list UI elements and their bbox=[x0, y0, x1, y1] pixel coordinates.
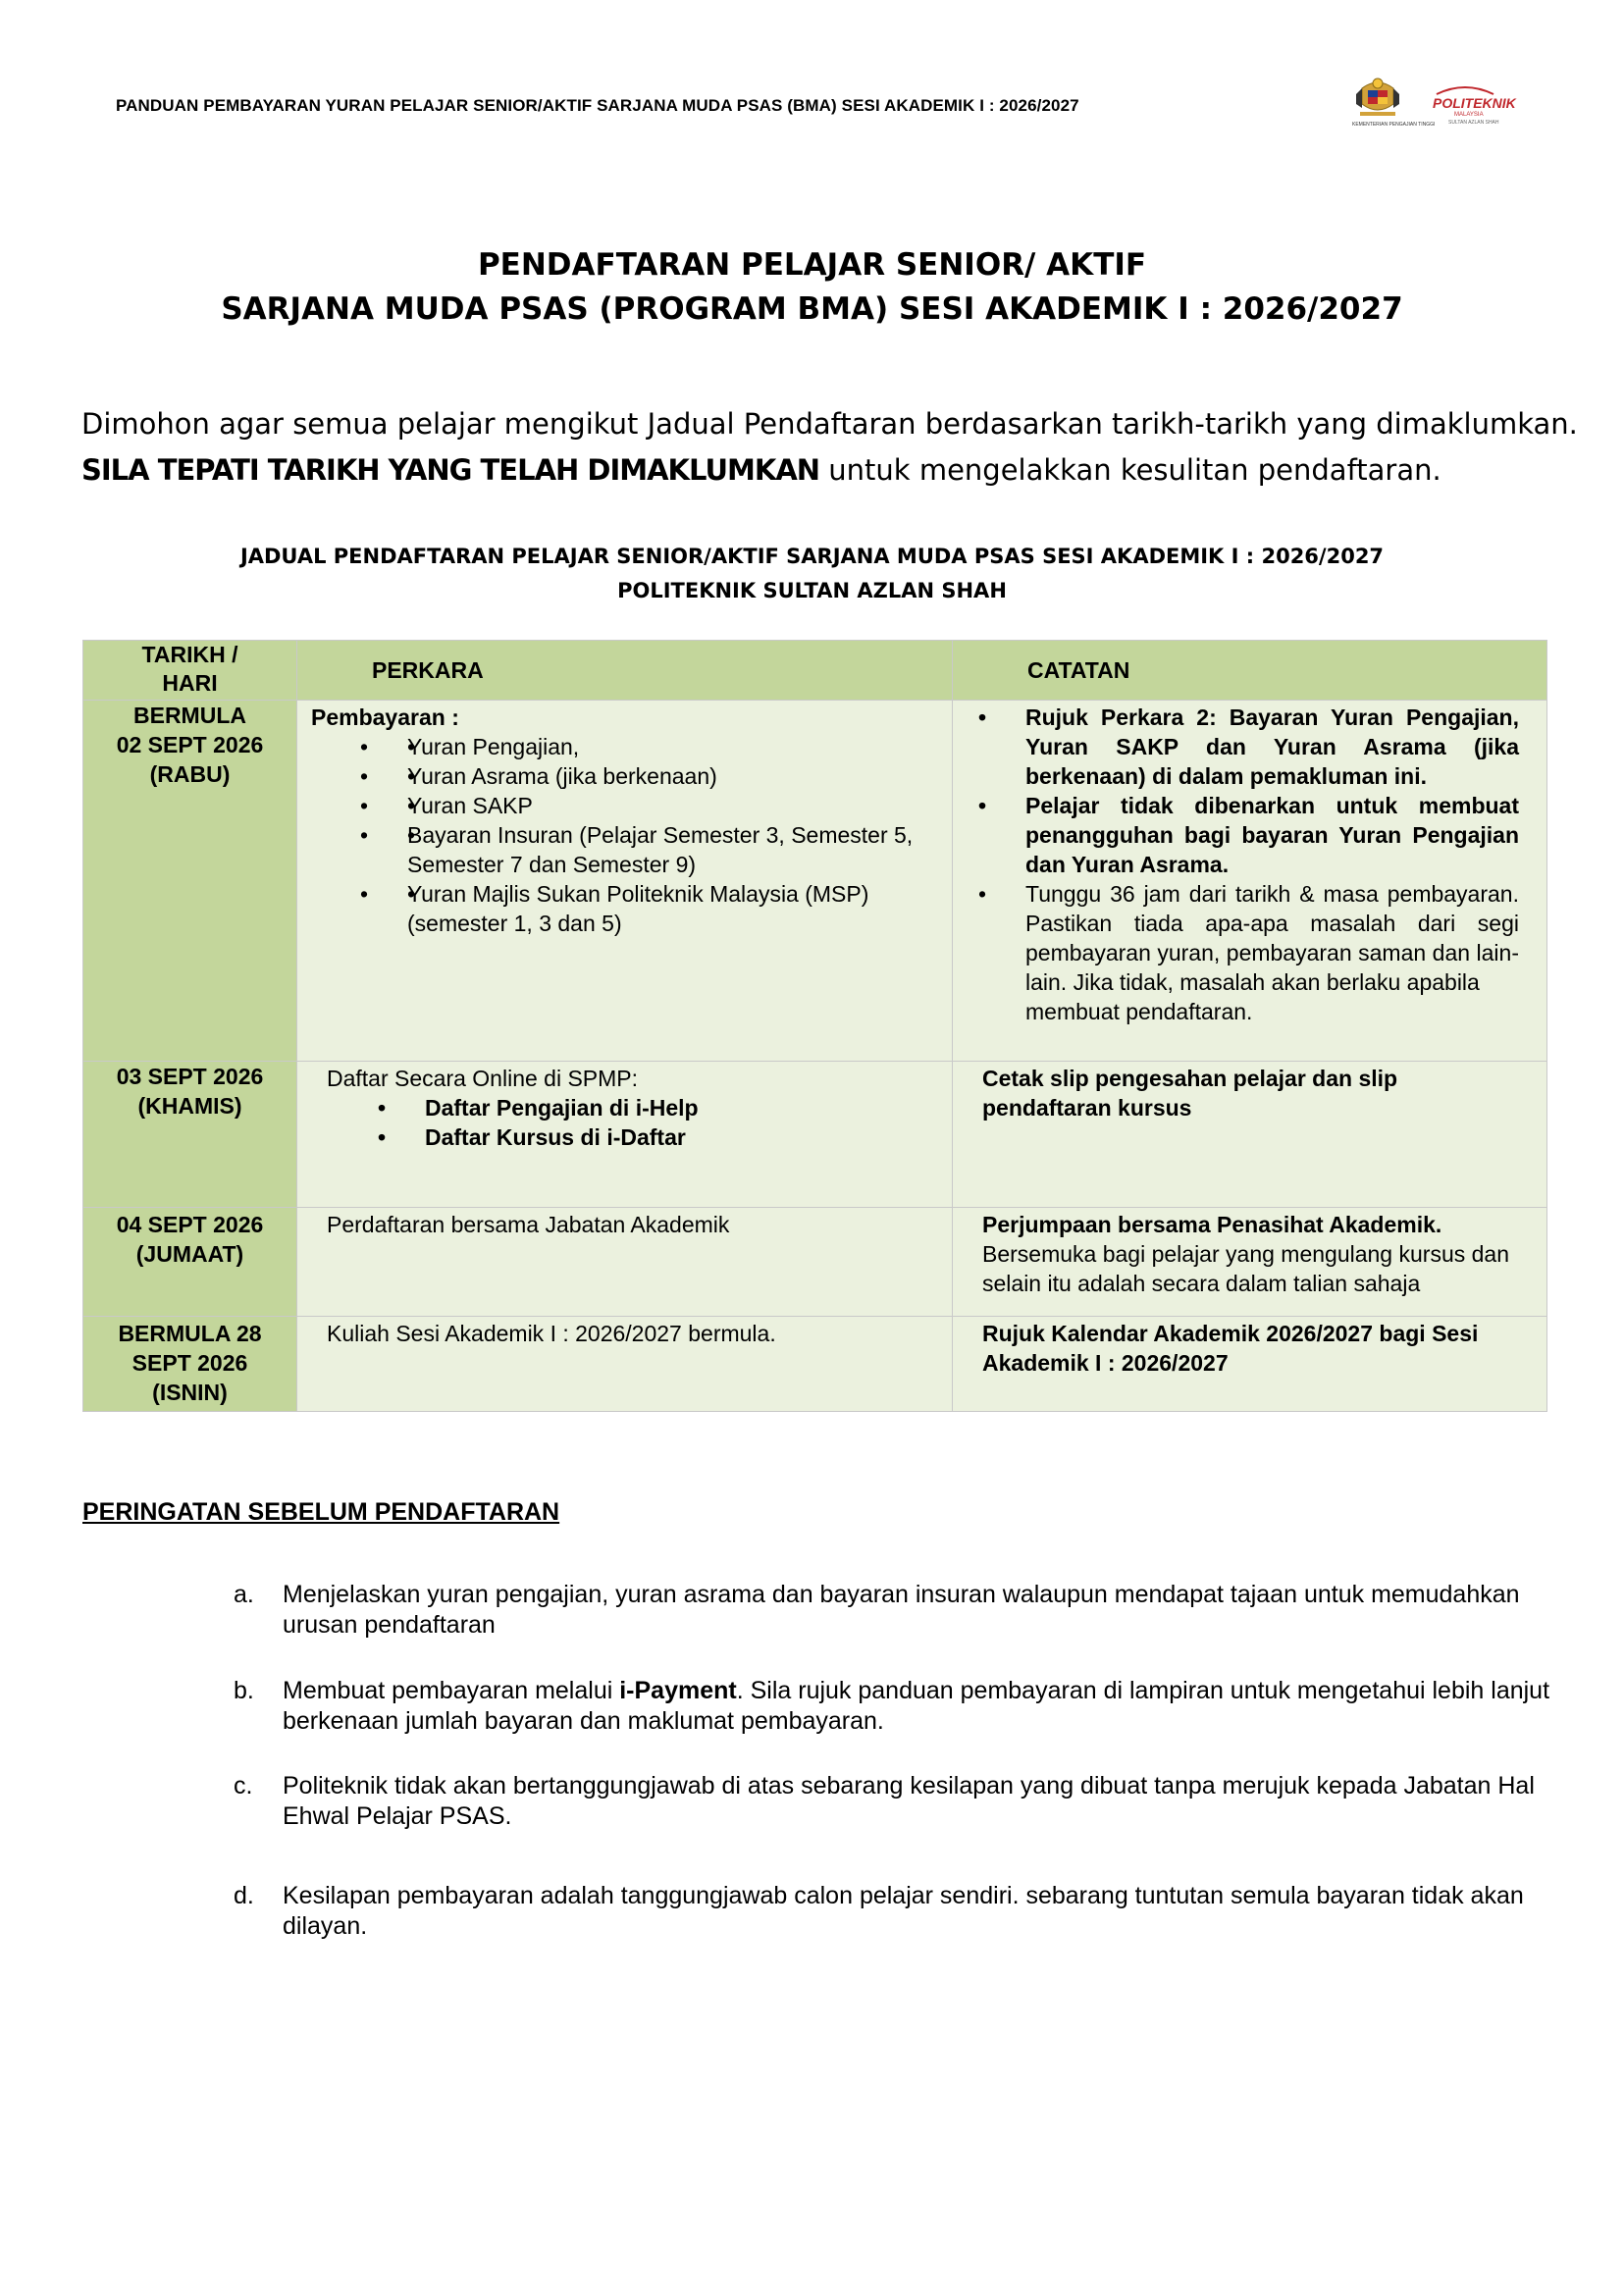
poli-logo-sub: MALAYSIA bbox=[1454, 112, 1484, 118]
list-item: • Daftar Pengajian di i-Help bbox=[378, 1095, 699, 1121]
intro-line1: Dimohon agar semua pelajar mengikut Jadual Pendaftaran berdasarkan tarikh-tarikh yang dimaklumkan. bbox=[81, 407, 1578, 441]
header-logos bbox=[1352, 75, 1548, 143]
intro-emphasis: SILA TEPATI TARIKH YANG TELAH DIMAKLUMKAN bbox=[81, 453, 820, 487]
intro-line2 bbox=[81, 453, 1441, 487]
list-item: • Pelajar tidak dibenarkan untuk membuat penangguhan bagi bayaran Yuran Pengajian dan Yuran Asrama. bbox=[978, 793, 1519, 877]
page-title-line2: SARJANA MUDA PSAS (PROGRAM BMA) SESI AKADEMIK I : 2026/2027 bbox=[221, 291, 1403, 327]
row4-catatan: Rujuk Kalendar Akademik 2026/2027 bagi Sesi Akademik I : 2026/2027 bbox=[953, 1317, 1547, 1412]
page-title-line1: PENDAFTARAN PELAJAR SENIOR/ AKTIF bbox=[477, 247, 1147, 283]
row2-catatan: Cetak slip pengesahan pelajar dan slip pendaftaran kursus bbox=[953, 1062, 1547, 1208]
poli-logo-caption: SULTAN AZLAN SHAH bbox=[1448, 120, 1499, 126]
row1-perkara: Pembayaran : • • Yuran Pengajian, • • Yuran Asrama (jika berkenaan) • • Yuran SAKP • • Bayaran Insuran (Pelajar Semester 3, Semester 5, Semester 7 dan Semester 9) • • Yuran Majlis Sukan Politeknik Malaysia (MSP) (semester 1, 3 dan 5) bbox=[297, 701, 953, 1062]
schedule-table bbox=[82, 640, 1547, 1412]
list-item: • • Yuran Pengajian, bbox=[311, 732, 942, 761]
row4-date: BERMULA 28 SEPT 2026 (ISNIN) bbox=[83, 1317, 297, 1412]
row1-catatan bbox=[953, 701, 1547, 1062]
list-item: • • Yuran Asrama (jika berkenaan) bbox=[311, 761, 942, 791]
list-item-continued: membuat pendaftaran. bbox=[1025, 999, 1253, 1024]
row3-perkara: Perdaftaran bersama Jabatan Akademik bbox=[297, 1208, 953, 1317]
row1-date: BERMULA 02 SEPT 2026 (RABU) bbox=[83, 701, 297, 1062]
ministry-crest-icon bbox=[1352, 75, 1548, 143]
list-item: • • Bayaran Insuran (Pelajar Semester 3, Semester 5, Semester 7 dan Semester 9) bbox=[311, 820, 942, 879]
ministry-caption: KEMENTERIAN PENGAJIAN TINGGI bbox=[1352, 122, 1436, 128]
reminder-item-d: d. Kesilapan pembayaran adalah tanggungjawab calon pelajar sendiri. sebarang tuntutan semula bayaran tidak akan dilayan. bbox=[234, 1882, 1524, 1940]
list-item: • • Yuran SAKP bbox=[311, 791, 942, 820]
header-perkara: PERKARA bbox=[297, 641, 953, 701]
row2-perkara: Daftar Secara Online di SPMP: • Daftar Pengajian di i-Help • Daftar Kursus di i-Daftar bbox=[297, 1062, 953, 1208]
table-row bbox=[83, 1062, 1547, 1208]
list-item: • Rujuk Perkara 2: Bayaran Yuran Pengajian, Yuran SAKP dan Yuran Asrama (jika berkenaan) di dalam pemakluman ini. bbox=[978, 704, 1519, 789]
running-header: PANDUAN PEMBAYARAN YURAN PELAJAR SENIOR/AKTIF SARJANA MUDA PSAS (BMA) SESI AKADEMIK I : 2026/2027 bbox=[116, 96, 1079, 115]
header-catatan: CATATAN bbox=[953, 641, 1547, 701]
reminder-item-c: c. Politeknik tidak akan bertanggungjawab di atas sebarang kesilapan yang dibuat tanpa merujuk kepada Jabatan Hal Ehwal Pelajar PSAS. bbox=[234, 1772, 1535, 1830]
schedule-title-line2: POLITEKNIK SULTAN AZLAN SHAH bbox=[617, 579, 1007, 602]
table-row bbox=[83, 1317, 1547, 1412]
poli-logo-text: POLITEKNIK bbox=[1433, 95, 1516, 111]
intro-line2-rest: untuk mengelakkan kesulitan pendaftaran. bbox=[819, 453, 1441, 487]
list-item: • • Yuran Majlis Sukan Politeknik Malaysia (MSP) (semester 1, 3 dan 5) bbox=[311, 879, 942, 938]
row1-perkara-list bbox=[311, 732, 942, 938]
table-header-row bbox=[83, 641, 1547, 701]
row4-perkara: Kuliah Sesi Akademik I : 2026/2027 bermula. bbox=[297, 1317, 953, 1412]
list-item: • Daftar Kursus di i-Daftar bbox=[378, 1124, 686, 1150]
reminder-item-a: a. Menjelaskan yuran pengajian, yuran asrama dan bayaran insuran walaupun mendapat tajaan untuk memudahkan urusan pendaftaran bbox=[234, 1581, 1520, 1639]
table-row bbox=[83, 1208, 1547, 1317]
row3-date: 04 SEPT 2026 (JUMAAT) bbox=[83, 1208, 297, 1317]
header-tarikh: TARIKH / HARI bbox=[83, 641, 297, 701]
reminder-item-b: b. Membuat pembayaran melalui i-Payment. Sila rujuk panduan pembayaran di lampiran untuk mengetahui lebih lanjut berkenaan jumlah bayaran dan maklumat pembayaran. bbox=[234, 1677, 1550, 1735]
table-row bbox=[83, 701, 1547, 1062]
schedule-title-line1: JADUAL PENDAFTARAN PELAJAR SENIOR/AKTIF SARJANA MUDA PSAS SESI AKADEMIK I : 2026/2027 bbox=[239, 545, 1385, 568]
reminders-title: PERINGATAN SEBELUM PENDAFTARAN bbox=[82, 1498, 560, 1526]
row2-date: 03 SEPT 2026 (KHAMIS) bbox=[83, 1062, 297, 1208]
row3-catatan: Perjumpaan bersama Penasihat Akademik. Bersemuka bagi pelajar yang mengulang kursus dan selain itu adalah secara dalam talian sahaja bbox=[953, 1208, 1547, 1317]
list-item: • Tunggu 36 jam dari tarikh & masa pembayaran. Pastikan tiada apa-apa masalah dari segi pembayaran yuran, pembayaran saman dan lain-lain. Jika tidak, masalah akan berlaku apabila bbox=[978, 881, 1519, 995]
